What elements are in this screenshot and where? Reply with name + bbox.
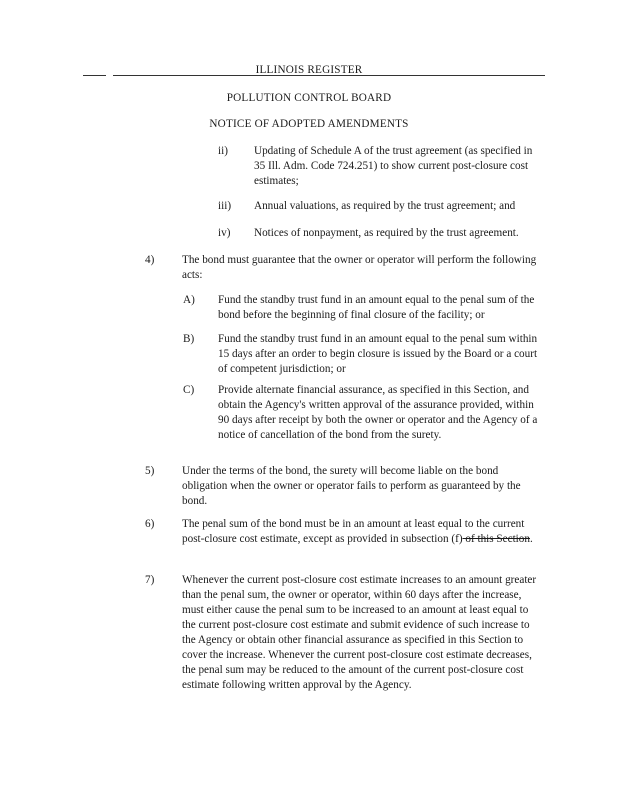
item-text: The bond must guarantee that the owner or operator will perform the following acts: <box>182 254 537 281</box>
item-text: Notices of nonpayment, as required by the trust agreement. <box>254 227 519 239</box>
struck-text: of this Section <box>462 533 530 545</box>
item-text-end: . <box>529 533 533 545</box>
header-rule <box>113 75 545 76</box>
board-title: POLLUTION CONTROL BOARD <box>226 92 392 104</box>
item-label: A) <box>183 294 195 306</box>
item-label: 6) <box>145 518 155 530</box>
item-text-main: The penal sum of the bond must be in an amount at least equal to the current post-closure cost estimate, except as provided in subsection (f) <box>182 518 525 545</box>
item-text: Fund the standby trust fund in an amount equal to the penal sum of the bond before the beginning of final closure of the facility; or <box>218 294 535 321</box>
notice-title: NOTICE OF ADOPTED AMENDMENTS <box>209 118 409 130</box>
item-text: Fund the standby trust fund in an amount equal to the penal sum within 15 days after an order to begin closure is issued by the Board or a court of competent jurisdiction; or <box>218 333 538 375</box>
register-title: ILLINOIS REGISTER <box>255 64 363 76</box>
item-text: Annual valuations, as required by the trust agreement; and <box>254 200 516 212</box>
item-text: Whenever the current post-closure cost estimate increases to an amount greater than the penal sum, the owner or operator, within 60 days after the increase, must either cause the penal sum to be increased to an amount at least equal to the current post-closure cost estimate and submit evidence of such increase to the Agency or obtain other financial assurance as specified in this Section to cover the increase. Whenever the current post-closure cost estimate decreases, the penal sum may be reduced to the amount of the current post-closure cost estimate following written approval by the Agency. <box>182 574 537 691</box>
item-text: Provide alternate financial assurance, as specified in this Section, and obtain the Agency's written approval of the assurance provided, within 90 days after receipt by both the owner or operator and the Agency of a notice of cancellation of the bond from the surety. <box>218 384 538 441</box>
item-label: B) <box>183 333 195 345</box>
item-text: Under the terms of the bond, the surety will become liable on the bond obligation when the owner or operator fails to perform as guaranteed by the bond. <box>182 465 521 507</box>
item-text: Updating of Schedule A of the trust agreement (as specified in 35 Ill. Adm. Code 724.251) to show current post-closure cost estimates; <box>254 145 533 187</box>
item-label: iv) <box>218 227 231 239</box>
item-label: 4) <box>145 254 155 266</box>
item-label: iii) <box>218 200 232 212</box>
item-label: 7) <box>145 574 155 586</box>
item-label: C) <box>183 384 195 396</box>
item-label: 5) <box>145 465 155 477</box>
item-text <box>182 517 544 547</box>
item-label: ii) <box>218 145 228 157</box>
